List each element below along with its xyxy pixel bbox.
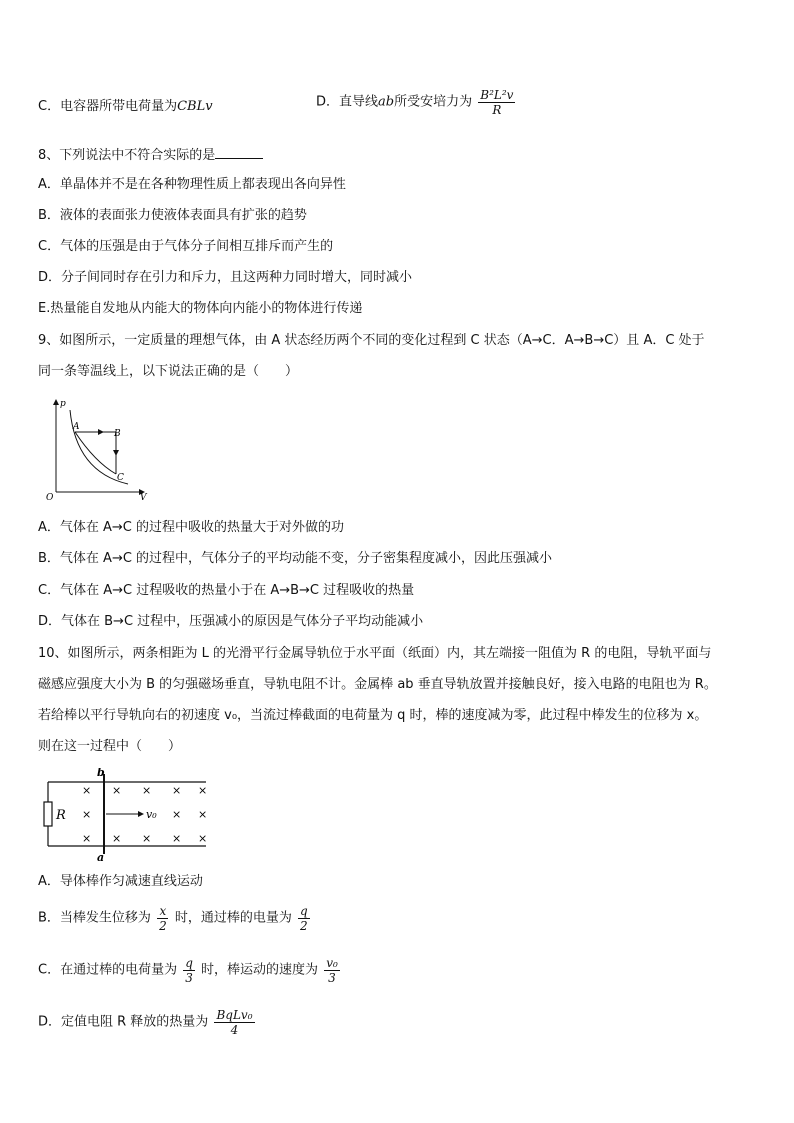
fraction: $\frac{q}{3}$	[185, 956, 193, 985]
q7-option-c-expr: CBLv	[177, 99, 213, 114]
q9-option-c: C．气体在 A→C 过程吸收的热量小于在 A→B→C 过程吸收的热量	[38, 583, 415, 598]
fraction: $\frac{\text{BqLv₀}}{4}$	[216, 1008, 253, 1037]
resistor	[44, 802, 52, 826]
label-b: B	[114, 429, 121, 439]
q8-option-c: C．气体的压强是由于气体分子间相互排斥而产生的	[38, 239, 334, 254]
label-v: V	[140, 493, 147, 503]
q10-option-c: C．在通过棒的电荷量为 $\frac{q}{3}$ 时，棒运动的速度为 $\frac{\text{v₀}}{3}$	[38, 956, 338, 985]
cross-mark: ×	[172, 832, 182, 845]
q10-stem-line3: 若给棒以平行导轨向右的初速度 v₀，当流过棒截面的电荷量为 q 时，棒的速度减为零，此过程中棒发生的位移为 x。	[38, 708, 708, 723]
label-r: R	[56, 808, 66, 823]
q8-option-a: A．单晶体并不是在各种物理性质上都表现出各向异性	[38, 177, 346, 192]
label-a: a	[97, 851, 105, 862]
cross-mark: ×	[142, 832, 152, 845]
answer-blank	[215, 146, 263, 159]
label-a: A	[73, 422, 80, 432]
q9-option-a: A．气体在 A→C 的过程中吸收的热量大于对外做的功	[38, 520, 345, 535]
fraction: $\frac{x}{2}$	[159, 904, 167, 933]
cross-mark: ×	[198, 808, 208, 821]
label-p: p	[60, 399, 66, 409]
q9-option-b: B．气体在 A→C 的过程中，气体分子的平均动能不变，分子密集程度减小，因此压强减小	[38, 551, 553, 566]
label-o: O	[46, 493, 54, 503]
q9-stem-line2: 同一条等温线上，以下说法正确的是（ ）	[38, 364, 299, 379]
q9-stem-line1: 9、如图所示，一定质量的理想气体，由 A 状态经历两个不同的变化过程到 C 状态（A→C．A→B→C）且 A．C 处于	[38, 333, 705, 348]
q7-option-d-fraction: $\frac{\text{B²L²v}}{R}$	[480, 88, 514, 117]
q8-stem: 8、下列说法中不符合实际的是	[38, 146, 263, 165]
q10-option-a: A．导体棒作匀减速直线运动	[38, 874, 203, 889]
q7-option-d: D．直导线ab所受安培力为 $\frac{\text{B²L²v}}{R}$	[316, 88, 514, 117]
cross-mark: ×	[172, 808, 182, 821]
cross-mark: ×	[112, 784, 122, 797]
q9-option-d: D．气体在 B→C 过程中，压强减小的原因是气体分子平均动能减小	[38, 614, 424, 629]
rail-circuit-diagram	[38, 768, 214, 862]
cross-mark: ×	[198, 784, 208, 797]
fraction: $\frac{q}{2}$	[300, 904, 308, 933]
q10-stem-line1: 10、如图所示，两条相距为 L 的光滑平行金属导轨位于水平面（纸面）内，其左端接一阻值为 R 的电阻，导轨平面与	[38, 646, 712, 661]
label-b: b	[97, 768, 105, 779]
q10-stem-line2: 磁感应强度大小为 B 的匀强磁场垂直，导轨电阻不计。金属棒 ab 垂直导轨放置并接触良好，接入电路的电阻也为 R。	[38, 677, 717, 692]
cross-mark: ×	[142, 784, 152, 797]
magnetic-field-crosses	[82, 784, 207, 845]
fraction: $\frac{\text{v₀}}{3}$	[326, 956, 338, 985]
cross-mark: ×	[82, 808, 92, 821]
pv-diagram	[40, 392, 160, 504]
q7-option-c: C．电容器所带电荷量为CBLv	[38, 99, 213, 114]
cross-mark: ×	[112, 832, 122, 845]
cross-mark: ×	[198, 832, 208, 845]
q10-option-b: B．当棒发生位移为 $\frac{x}{2}$ 时，通过棒的电量为 $\frac{q}{2}$	[38, 904, 308, 933]
cross-mark: ×	[172, 784, 182, 797]
cross-mark: ×	[82, 832, 92, 845]
cross-mark: ×	[82, 784, 92, 797]
q10-stem-line4: 则在这一过程中（ ）	[38, 739, 182, 754]
q8-option-e: E.热量能自发地从内能大的物体向内能小的物体进行传递	[38, 301, 363, 316]
q8-option-d: D．分子间同时存在引力和斥力，且这两种力同时增大，同时减小	[38, 270, 413, 285]
label-c: C	[117, 473, 124, 483]
q8-option-b: B．液体的表面张力使液体表面具有扩张的趋势	[38, 208, 307, 223]
q10-option-d: D．定值电阻 R 释放的热量为 $\frac{\text{BqLv₀}}{4}$	[38, 1008, 253, 1037]
label-v0: v₀	[146, 808, 157, 821]
